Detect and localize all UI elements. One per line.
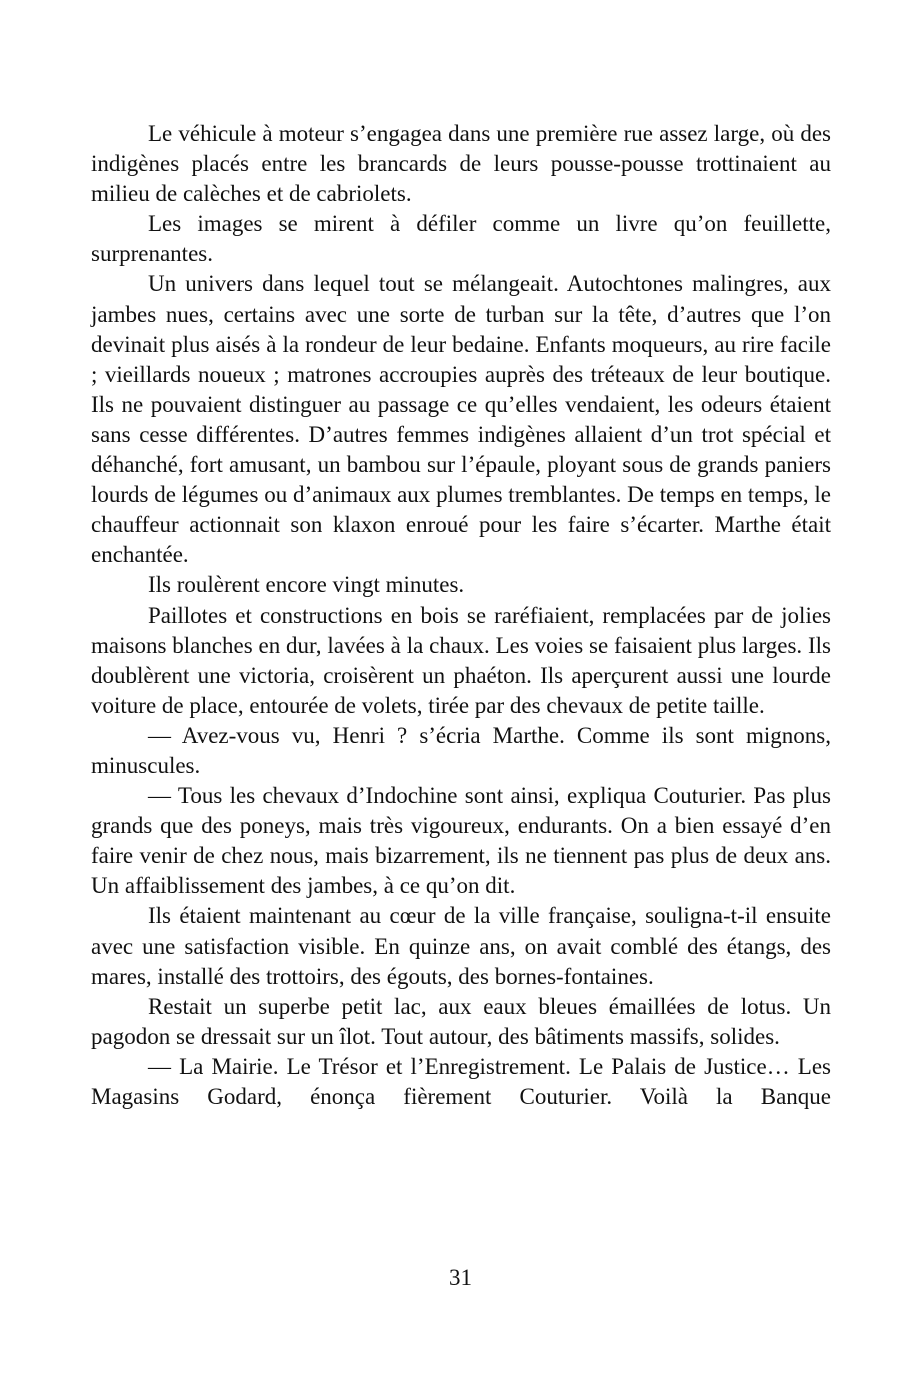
paragraph: — Tous les chevaux d’Indochine sont ainsi, expliqua Couturier. Pas plus grands que des poneys, mais très vigoureux, endurants. On a bien essayé d’en faire venir de chez nous, mais bizarrement, ils ne tiennent pas plus de deux ans. Un affaiblissement des jambes, à ce qu’on dit. xyxy=(91,783,831,899)
paragraph: Ils roulèrent encore vingt minutes. xyxy=(148,572,465,598)
paragraph: Ils étaient maintenant au cœur de la ville française, souligna-t-il ensuite avec une satisfaction visible. En quinze ans, on avait comblé des étangs, des mares, installé des trottoirs, des égouts, des bornes-fontaines. xyxy=(91,903,831,989)
paragraph: — Avez-vous vu, Henri ? s’écria Marthe. Comme ils sont mignons, minuscules. xyxy=(91,722,831,778)
paragraph: Les images se mirent à défiler comme un livre qu’on feuillette, surprenantes. xyxy=(91,211,831,267)
page-number: 31 xyxy=(449,1265,472,1290)
paragraph: — La Mairie. Le Trésor et l’Enregistrement. Le Palais de Justice… Les Magasins Godard, énonça fièrement Couturier. Voilà la Banque xyxy=(91,1053,831,1109)
paragraph: Le véhicule à moteur s’engagea dans une première rue assez large, où des indigènes placés entre les brancards de leurs pousse-pousse trottinaient au milieu de calèches et de cabriolets. xyxy=(91,121,831,207)
page-body-text xyxy=(91,119,831,1112)
paragraph: Paillotes et constructions en bois se raréfiaient, remplacées par de jolies maisons blanches en dur, lavées à la chaux. Les voies se faisaient plus larges. Ils doublèrent une victoria, croisèrent un phaéton. Ils aperçurent aussi une lourde voiture de place, entourée de volets, tirée par des chevaux de petite taille. xyxy=(91,602,831,718)
paragraph: Restait un superbe petit lac, aux eaux bleues émaillées de lotus. Un pagodon se dressait sur un îlot. Tout autour, des bâtiments massifs, solides. xyxy=(91,993,831,1049)
paragraph: Un univers dans lequel tout se mélangeait. Autochtones malingres, aux jambes nues, certains avec une sorte de turban sur la tête, d’autres que l’on devinait plus aisés à la rondeur de leur bedaine. Enfants moqueurs, au rire facile ; vieillards noueux ; matrones accroupies auprès des tréteaux de leur boutique. Ils ne pouvaient distinguer au passage ce qu’elles vendaient, les odeurs étaient sans cesse différentes. D’autres femmes indigènes allaient d’un trot spécial et déhanché, fort amusant, un bambou sur l’épaule, ployant sous de grands paniers lourds de légumes ou d’animaux aux plumes tremblantes. De temps en temps, le chauffeur actionnait son klaxon enroué pour les faire s’écarter. Marthe était enchantée. xyxy=(91,271,831,568)
